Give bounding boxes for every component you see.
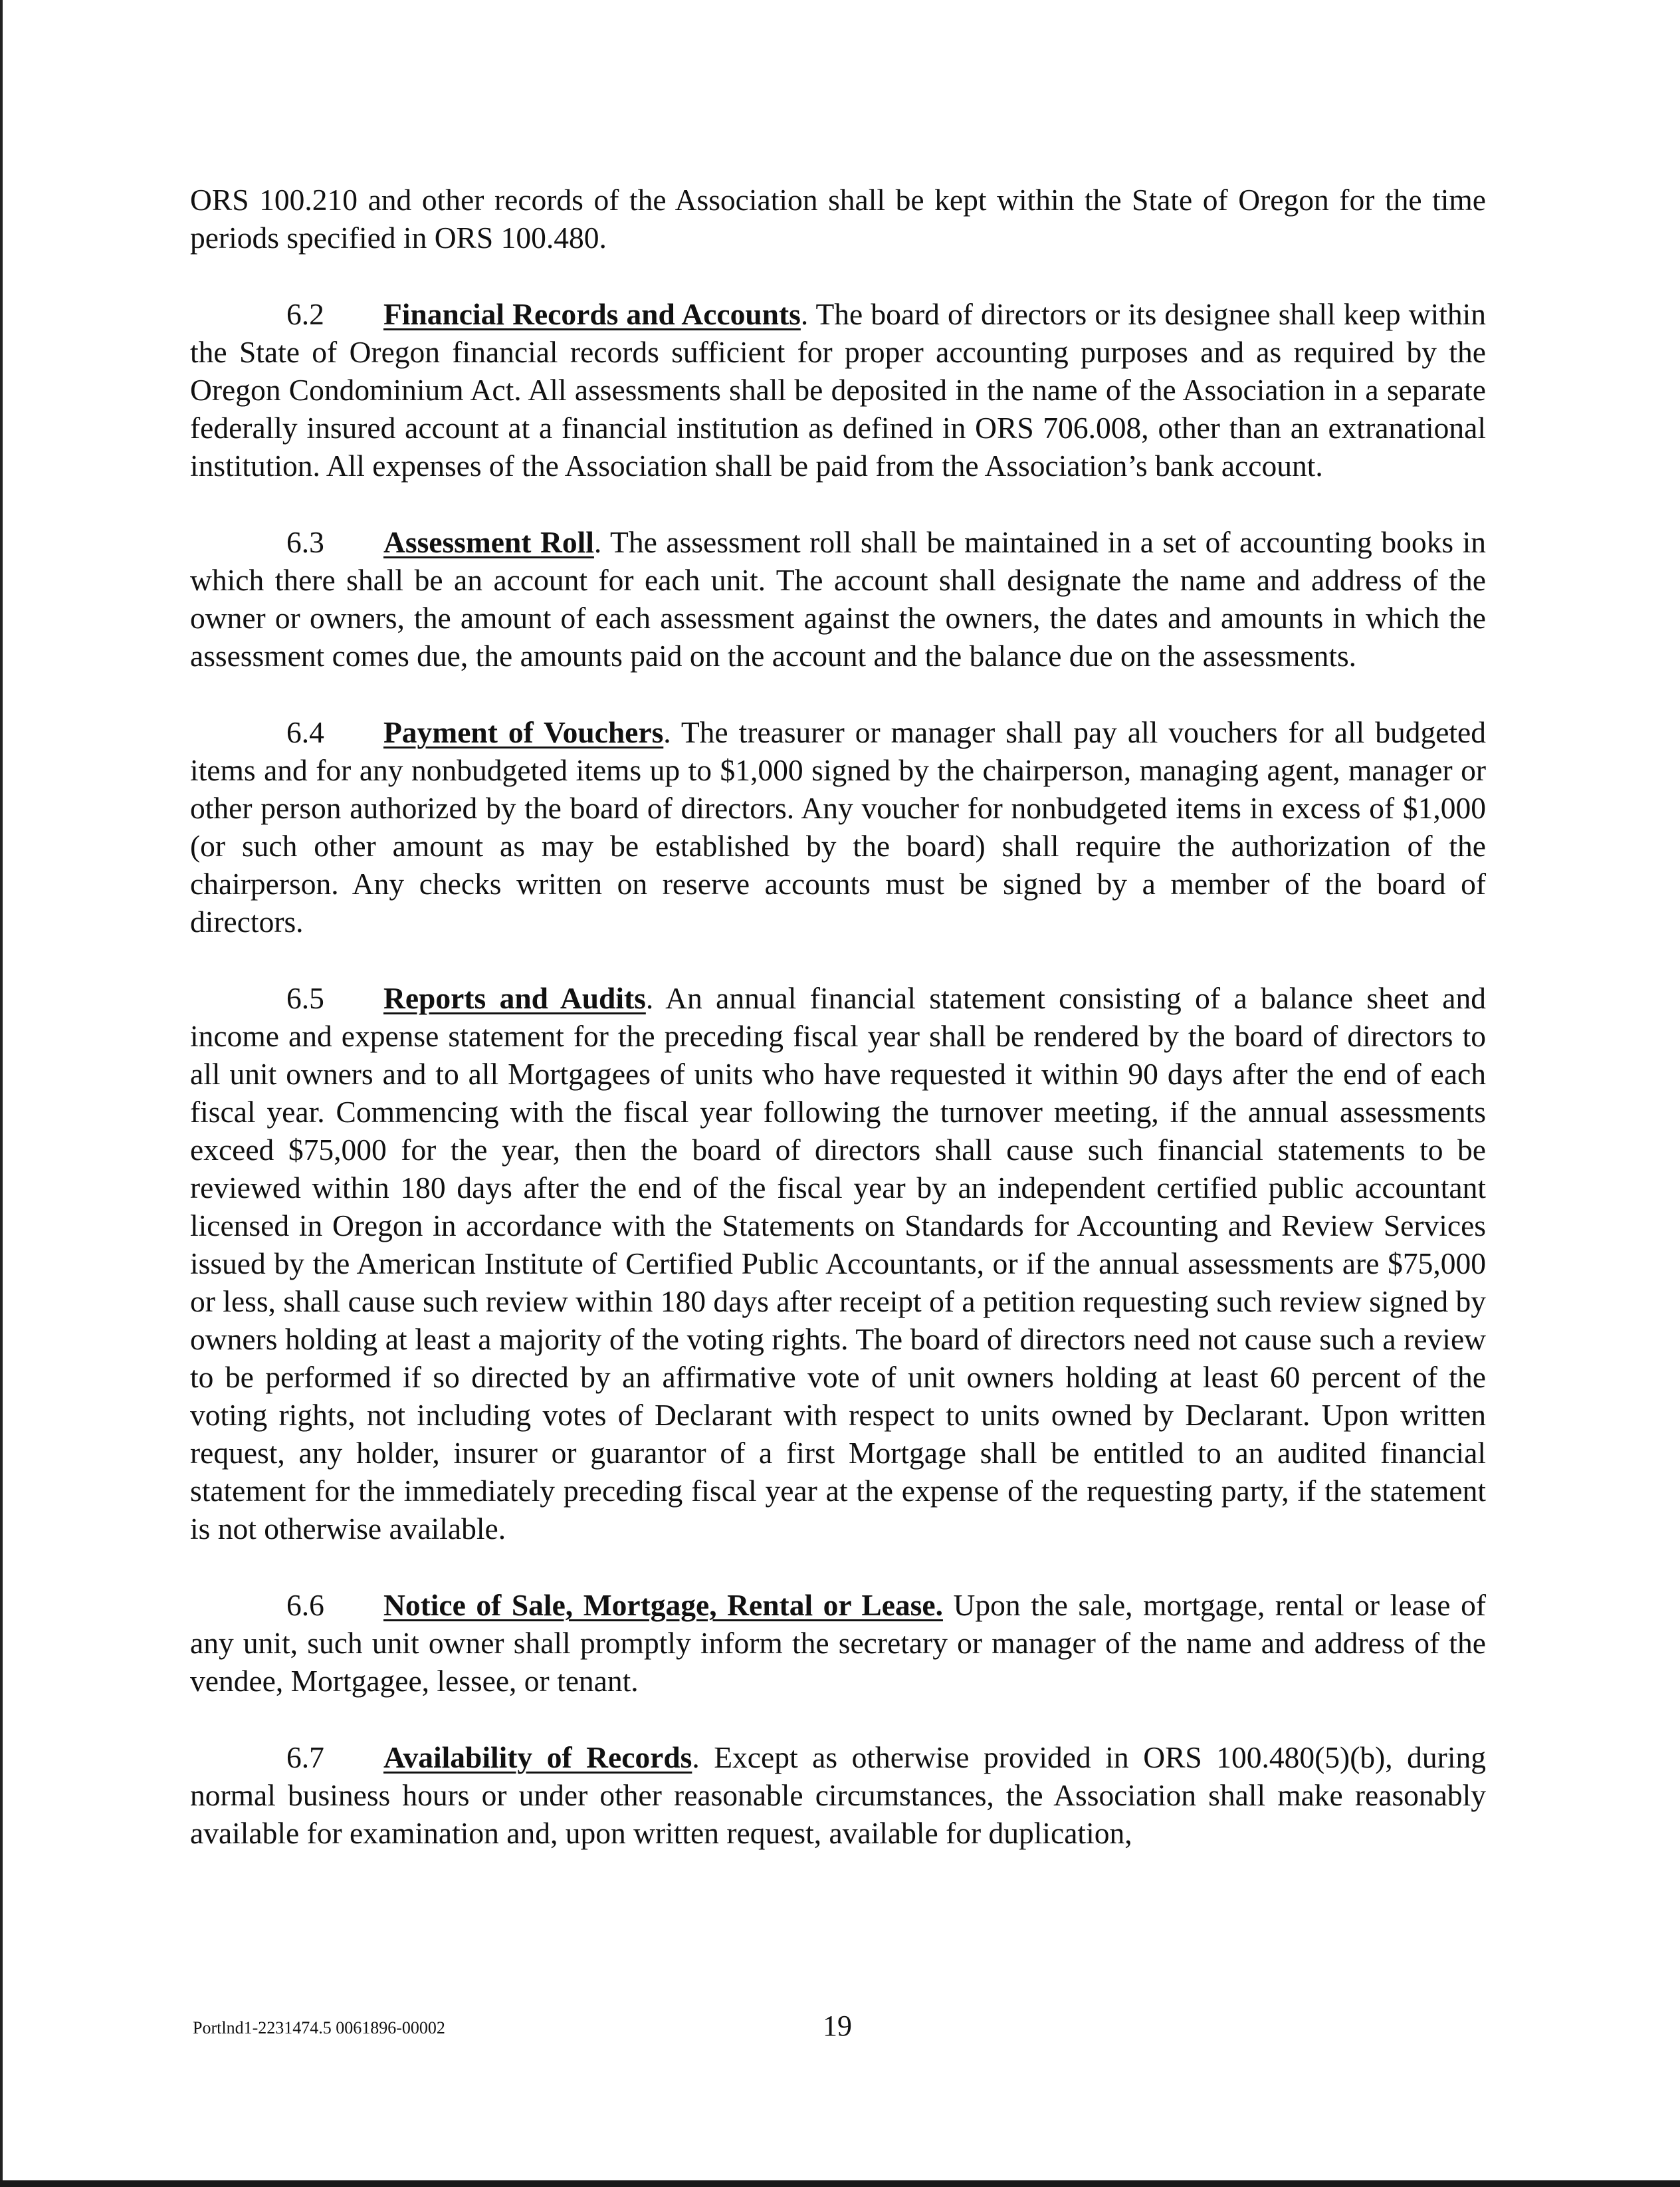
section-heading-punct: . [663, 715, 671, 749]
section-6-3 [190, 523, 1486, 675]
section-number: 6.2 [286, 297, 324, 331]
section-number: 6.3 [286, 525, 324, 559]
section-number: 6.5 [286, 981, 324, 1015]
document-body [190, 181, 1486, 1891]
section-body: Upon the sale, mortgage, rental or lease of any unit, such unit owner shall promptly inform the secretary or manager of the name and address of the vendee, Mortgagee, lessee, or tenant. [190, 1588, 1486, 1698]
footer-page-number: 19 [823, 2010, 852, 2042]
section-heading-punct: . [645, 981, 654, 1015]
section-6-4 [190, 713, 1486, 941]
scan-left-edge [0, 0, 3, 2187]
section-heading-punct: . [692, 1740, 700, 1774]
section-heading-punct: . [593, 525, 602, 559]
section-heading: Reports and Audits [383, 981, 646, 1015]
section-heading: Financial Records and Accounts [383, 297, 801, 331]
intro-paragraph: ORS 100.210 and other records of the Association shall be kept within the State of Oregon for the time periods specified in ORS 100.480. [190, 183, 1486, 255]
section-number: 6.7 [286, 1740, 324, 1774]
section-body: The assessment roll shall be maintained in a set of accounting books in which there shall be an account for each unit. The account shall designate the name and address of the owner or owners, the amount of each assessment against the owners, the dates and amounts in which the assessment comes due, the amounts paid on the account and the balance due on the assessments. [190, 525, 1487, 673]
section-6-5 [190, 979, 1486, 1548]
scan-bottom-edge [0, 2180, 1680, 2187]
section-6-2 [190, 295, 1486, 485]
section-body: Except as otherwise provided in ORS 100.480(5)(b), during normal business hours or under other reasonable circumstances, the Association shall make reasonably available for examination and, upon written request, available for duplication, [190, 1740, 1486, 1850]
section-body: The treasurer or manager shall pay all vouchers for all budgeted items and for any nonbudgeted items up to $1,000 signed by the chairperson, managing agent, manager or other person authorized by the board of directors. Any voucher for nonbudgeted items in excess of $1,000 (or such other amount as may be established by the board) shall require the authorization of the chairperson. Any checks written on reserve accounts must be signed by a member of the board of directors. [190, 715, 1486, 939]
section-heading: Payment of Vouchers [383, 715, 664, 749]
section-number: 6.6 [286, 1588, 324, 1622]
section-heading: Availability of Records [383, 1740, 692, 1774]
section-heading-punct: . [800, 297, 809, 331]
section-number: 6.4 [286, 715, 324, 749]
section-6-7 [190, 1738, 1486, 1852]
footer-document-id: Portlnd1-2231474.5 0061896-00002 [193, 2018, 445, 2037]
section-body: An annual financial statement consisting of a balance sheet and income and expense statement for the preceding fiscal year shall be rendered by the board of directors to all unit owners and to all Mortgagees of units who have requested it within 90 days after the end of each fiscal year. Commencing with the fiscal year following the turnover meeting, if the annual assessments exceed $75,000 for the year, then the board of directors shall cause such financial statements to be reviewed within 180 days after the end of the fiscal year by an independent certified public accountant licensed in Oregon in accordance with the Statements on Standards for Accounting and Review Services issued by the American Institute of Certified Public Accountants, or if the annual assessments are $75,000 or less, shall cause such review within 180 days after receipt of a petition requesting such review signed by owners holding at least a majority of the voting rights. The board of directors need not cause such a review to be performed if so directed by an affirmative vote of unit owners holding at least 60 percent of the voting rights, not including votes of Declarant with respect to units owned by Declarant. Upon written request, any holder, insurer or guarantor of a first Mortgage shall be entitled to an audited financial statement for the immediately preceding fiscal year at the expense of the requesting party, if the statement is not otherwise available. [190, 981, 1487, 1546]
section-heading: Notice of Sale, Mortgage, Rental or Lease. [383, 1588, 943, 1622]
section-body: The board of directors or its designee shall keep within the State of Oregon financial records sufficient for proper accounting purposes and as required by the Oregon Condominium Act. All assessments shall be deposited in the name of the Association in a separate federally insured account at a financial institution as defined in ORS 706.008, other than an extranational institution. All expenses of the Association shall be paid from the Association’s bank account. [190, 297, 1486, 483]
section-6-6 [190, 1586, 1486, 1700]
section-heading: Assessment Roll [383, 525, 594, 559]
